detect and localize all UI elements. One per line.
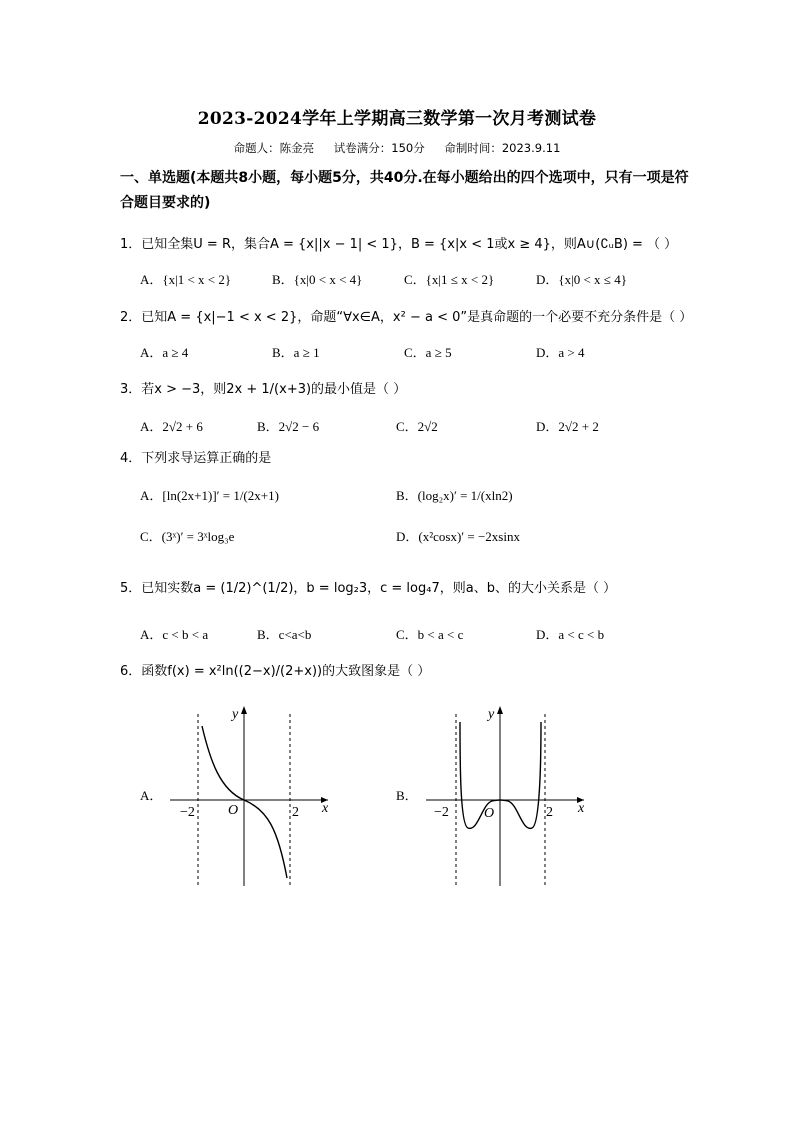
q4-option-a[interactable]: A．[ln(2x+1)]′ = 1/(2x+1) [140, 488, 279, 503]
exam-date: 命制时间：2023.9.11 [444, 141, 561, 155]
q3-option-d[interactable]: D．2√2 + 2 [536, 419, 599, 434]
question-1-stem: 1．已知全集U = R，集合A = {x||x − 1| < 1}，B = {x|x < 1或x ≥ 4}，则A∪(∁ᵤB) = （ ） [120, 237, 678, 252]
origin-label: O [228, 803, 239, 818]
q5-option-b[interactable]: B．c<a<b [257, 627, 312, 642]
q4-option-d[interactable]: D．(x²cosx)′ = −2xsinx [396, 529, 520, 544]
pos2-label: 2 [292, 805, 299, 820]
q3-option-b[interactable]: B．2√2 − 6 [257, 419, 320, 434]
origin-label: O [484, 806, 495, 821]
q5-option-a[interactable]: A．c < b < a [140, 627, 209, 642]
q5-option-d[interactable]: D．a < c < b [536, 627, 605, 642]
q1-option-c[interactable]: C．{x|1 ≤ x < 2} [404, 272, 495, 287]
question-6-stem: 6．函数f(x) = x²ln((2−x)/(2+x))的大致图象是（ ） [120, 664, 431, 679]
y-label: y [232, 707, 239, 722]
x-label: x [578, 801, 585, 816]
question-2-stem: 2．已知A = {x|−1 < x < 2}，命题“∀x∈A，x² − a < 0”是真命题的一个必要不充分条件是（ ） [120, 310, 693, 325]
exam-title: 2023-2024学年上学期高三数学第一次月考测试卷 [197, 109, 597, 129]
question-5-stem: 5．已知实数a = (1/2)^(1/2)，b = log₂3，c = log₄7，则a、b、的大小关系是（ ） [120, 581, 617, 596]
q4-option-b[interactable]: B．(log₂x)′ = 1/(xln2) [396, 488, 513, 503]
exam-meta [0, 140, 794, 156]
question-4-stem: 4．下列求导运算正确的是 [120, 451, 272, 466]
pos2-label: 2 [546, 805, 553, 820]
neg2-label: −2 [434, 805, 449, 820]
author: 命题人：陈金亮 [233, 141, 315, 155]
q4-option-c[interactable]: C．(3ˣ)′ = 3ˣlog₃e [140, 529, 235, 544]
q3-option-c[interactable]: C．2√2 [396, 419, 438, 434]
q1-option-b[interactable]: B．{x|0 < x < 4} [272, 272, 363, 287]
q2-option-b[interactable]: B．a ≥ 1 [272, 345, 320, 360]
q6-option-a[interactable]: A． [140, 788, 163, 803]
q6-option-b[interactable]: B． [396, 788, 418, 803]
q2-option-d[interactable]: D．a > 4 [536, 345, 585, 360]
graph-b[interactable] [420, 700, 590, 890]
q1-option-a[interactable]: A．{x|1 < x < 2} [140, 272, 232, 287]
neg2-label: −2 [180, 805, 195, 820]
q5-option-c[interactable]: C．b < a < c [396, 627, 464, 642]
y-label: y [488, 707, 495, 722]
q3-option-a[interactable]: A．2√2 + 6 [140, 419, 203, 434]
x-label: x [322, 801, 329, 816]
q2-option-c[interactable]: C．a ≥ 5 [404, 345, 452, 360]
y-arrow-icon [497, 706, 503, 714]
y-arrow-icon [241, 706, 247, 714]
graph-a[interactable] [170, 700, 340, 890]
question-3-stem: 3．若x > −3，则2x + 1/(x+3)的最小值是（ ） [120, 382, 407, 397]
full-score: 试卷满分：150分 [333, 141, 425, 155]
section-heading: 一、单选题(本题共8小题，每小题5分，共40分.在每小题给出的四个选项中，只有一项是符合题目要求的) [120, 170, 689, 211]
q2-option-a[interactable]: A．a ≥ 4 [140, 345, 189, 360]
q1-option-d[interactable]: D．{x|0 < x ≤ 4} [536, 272, 627, 287]
